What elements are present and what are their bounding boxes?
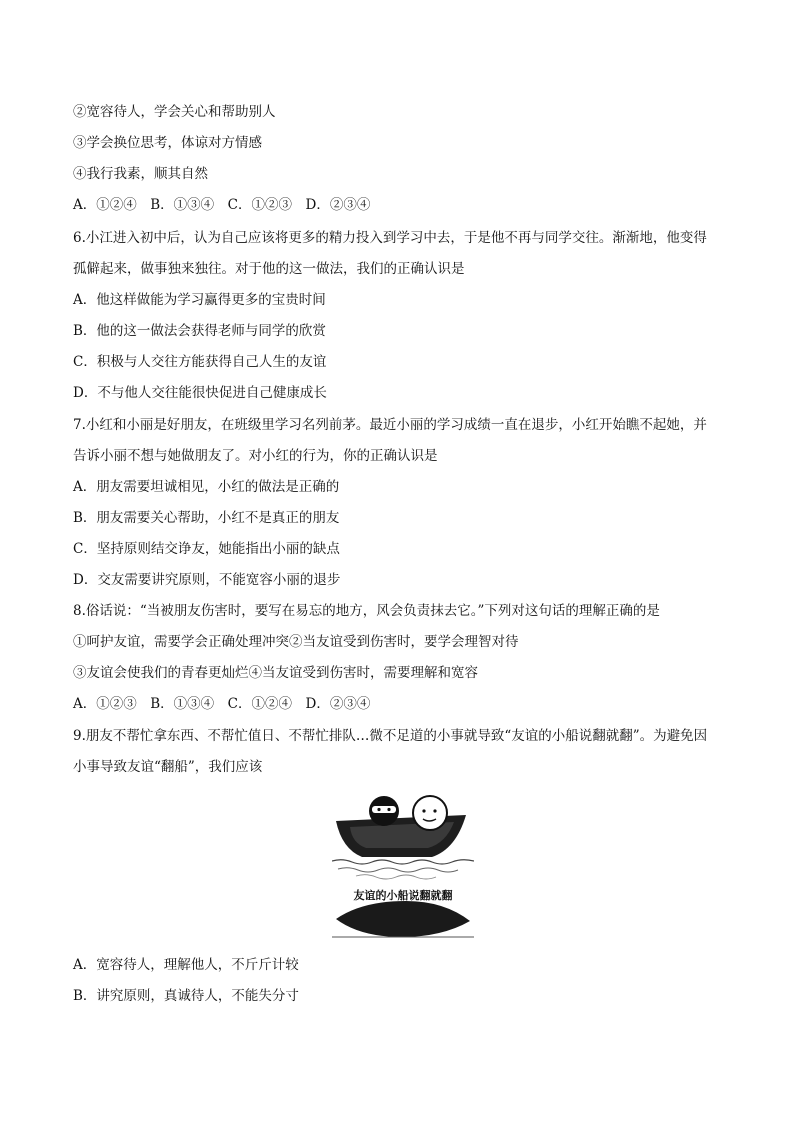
q7-stem-line-1: 7.小红和小丽是好朋友，在班级里学习名列前茅。最近小丽的学习成绩一直在退步，小红开始瞧不起她，并 bbox=[73, 417, 707, 433]
q9-choice-b: B．讲究原则，真诚待人，不能失分寸 bbox=[73, 988, 299, 1004]
q8-statement-1-2: ①呵护友谊，需要学会正确处理冲突②当友谊受到伤害时，要学会理智对待 bbox=[73, 634, 519, 650]
q6-choice-b: B．他的这一做法会获得老师与同学的欣赏 bbox=[73, 323, 326, 339]
q6-choice-c: C．积极与人交往方能获得自己人生的友谊 bbox=[73, 354, 327, 370]
q7-choice-a: A．朋友需要坦诚相见，小红的做法是正确的 bbox=[73, 479, 340, 495]
q8-stem: 8.俗话说：“当被朋友伤害时，要写在易忘的地方，风会负责抹去它。”下列对这句话的理解正确的是 bbox=[73, 603, 660, 619]
option-line-2: ②宽容待人，学会关心和帮助别人 bbox=[73, 104, 276, 120]
q8-answer-choices: A．①②③ B．①③④ C．①②④ D．②③④ bbox=[73, 696, 371, 712]
q7-choice-d: D．交友需要讲究原则，不能宽容小丽的退步 bbox=[73, 572, 341, 588]
q9-stem-line-1: 9.朋友不帮忙拿东西、不帮忙值日、不帮忙排队…微不足道的小事就导致“友谊的小船说翻就翻”。为避免因 bbox=[73, 728, 708, 744]
q9-choice-a: A．宽容待人，理解他人，不斤斤计较 bbox=[73, 957, 299, 973]
q7-choice-b: B．朋友需要关心帮助，小红不是真正的朋友 bbox=[73, 510, 340, 526]
capsized-boat-cartoon-icon bbox=[332, 791, 474, 941]
q7-choice-c: C．坚持原则结交诤友，她能指出小丽的缺点 bbox=[73, 541, 340, 557]
option-line-3: ③学会换位思考，体谅对方情感 bbox=[73, 135, 262, 151]
figure-caption: 友谊的小船说翻就翻 bbox=[353, 889, 453, 902]
q6-choice-d: D．不与他人交往能很快促进自己健康成长 bbox=[73, 385, 327, 401]
option-line-4: ④我行我素，顺其自然 bbox=[73, 166, 208, 182]
q9-stem-line-2: 小事导致友谊“翻船”，我们应该 bbox=[73, 759, 263, 775]
q6-choice-a: A．他这样做能为学习赢得更多的宝贵时间 bbox=[73, 292, 326, 308]
q6-stem-line-1: 6.小江进入初中后，认为自己应该将更多的精力投入到学习中去，于是他不再与同学交往。渐渐地，他变得 bbox=[73, 230, 707, 246]
q8-statement-3-4: ③友谊会使我们的青春更灿烂④当友谊受到伤害时，需要理解和宽容 bbox=[73, 665, 478, 681]
q5-answer-choices: A．①②④ B．①③④ C．①②③ D．②③④ bbox=[73, 197, 371, 213]
q6-stem-line-2: 孤僻起来，做事独来独往。对于他的这一做法，我们的正确认识是 bbox=[73, 261, 465, 277]
q7-stem-line-2: 告诉小丽不想与她做朋友了。对小红的行为，你的正确认识是 bbox=[73, 448, 438, 464]
